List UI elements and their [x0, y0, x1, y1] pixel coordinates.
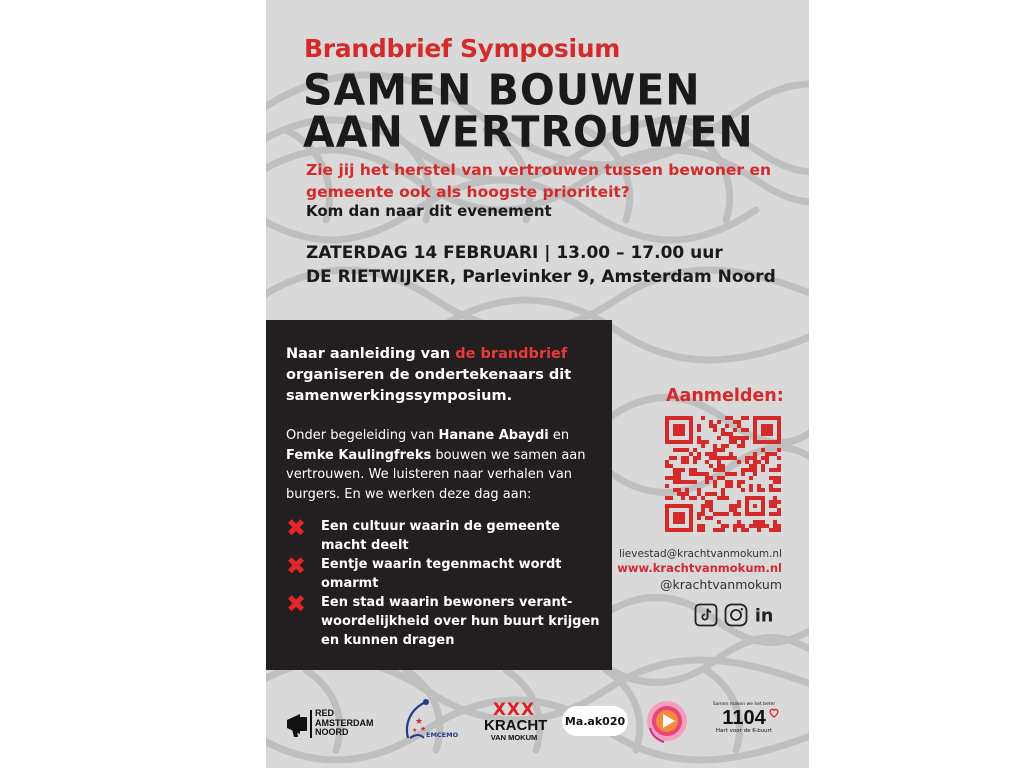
- body-text-b: en: [548, 428, 570, 443]
- question-line-1: Zie jij het herstel van vertrouwen tussen bewoner en: [306, 161, 771, 179]
- panel-body: [286, 426, 596, 504]
- event-invite: Kom dan naar dit evenement: [306, 202, 552, 220]
- list-item: [286, 590, 606, 650]
- red-cross-icon: ✖: [286, 514, 307, 542]
- heart-icon: [769, 708, 779, 718]
- goal-text: Een cultuur waarin de gemeente macht deelt: [321, 519, 560, 553]
- event-title-line-2: AAN VERTROUWEN: [303, 106, 754, 158]
- symposium-subtitle: Brandbrief Symposium: [304, 34, 620, 63]
- event-poster: [266, 0, 809, 768]
- kracht-van-mokum-logo: [484, 700, 548, 746]
- list-item: [286, 552, 606, 593]
- emcemo-logo: [398, 698, 460, 746]
- event-question: [306, 159, 771, 203]
- contact-email[interactable]: lievestad@krachtvanmokum.nl: [618, 548, 782, 560]
- k1104-slogan: Samen maken we het beter: [712, 702, 776, 707]
- question-line-2: gemeente ook als hoogste prioriteit?: [306, 183, 630, 201]
- play-badge-icon: [644, 698, 690, 744]
- k1104-number: 1104: [722, 707, 766, 729]
- red-logo-line-3: NOORD: [315, 727, 349, 737]
- red-logo-line-1: RED: [315, 708, 335, 718]
- maak020-text: Ma.ak020: [564, 714, 626, 728]
- body-text-a: Onder begeleiding van: [286, 428, 439, 443]
- partner-logos: [266, 690, 809, 750]
- intro-text-b: organiseren de ondertekenaars dit samenwerkingssymposium.: [286, 367, 572, 404]
- red-amsterdam-noord-logo: [286, 708, 374, 740]
- svg-text:★: ★: [420, 725, 427, 733]
- intro-text-a: Naar aanleiding van: [286, 346, 456, 362]
- maak020-logo: [562, 706, 628, 736]
- linkedin-icon[interactable]: [754, 603, 778, 627]
- emcemo-text: EMCEMO: [426, 731, 459, 739]
- event-date: ZATERDAG 14 FEBRUARI | 13.00 – 17.00 uur: [306, 243, 723, 263]
- svg-text:★: ★: [415, 717, 424, 727]
- facilitator-2: Femke Kaulingfreks: [286, 447, 432, 463]
- goals-list: [286, 514, 606, 650]
- website-link[interactable]: www.krachtvanmokum.nl: [617, 561, 782, 575]
- list-item: [286, 514, 606, 555]
- red-logo-line-2: AMSTERDAM: [315, 717, 374, 728]
- k1104-tagline: Hart voor de K-buurt: [715, 728, 773, 734]
- instagram-icon[interactable]: [724, 603, 748, 627]
- event-location: DE RIETWIJKER, Parlevinker 9, Amsterdam Noord: [306, 267, 776, 287]
- kracht-text: KRACHT: [484, 717, 548, 734]
- social-icons: [694, 603, 778, 627]
- media-play-logo: [644, 698, 690, 744]
- panel-intro: [286, 344, 601, 407]
- signup-qr-code[interactable]: [665, 416, 781, 532]
- svg-text:★: ★: [412, 727, 418, 734]
- svg-text:in: in: [754, 606, 774, 627]
- red-cross-icon: ✖: [286, 590, 307, 618]
- signup-heading: Aanmelden:: [666, 386, 784, 406]
- info-panel: [266, 320, 612, 670]
- body-text-c: bouwen we samen aan vertrouwen. We luisteren naar verhalen van burgers. En we werken deze dag aan:: [286, 447, 586, 502]
- goal-text: Een stad waarin bewoners verant-woordelijkheid over hun buurt krijgen en kunnen dragen: [321, 595, 600, 648]
- tiktok-icon[interactable]: [694, 603, 718, 627]
- goal-text: Eentje waarin tegenmacht wordt omarmt: [321, 557, 562, 591]
- red-cross-icon: ✖: [286, 552, 307, 580]
- social-handle: @krachtvanmokum: [660, 577, 782, 592]
- van-mokum-text: VAN MOKUM: [490, 733, 538, 742]
- red-logo-text: [315, 709, 374, 738]
- facilitator-1: Hanane Abaydi: [438, 428, 549, 443]
- k1104-logo: [706, 702, 782, 742]
- event-title-line-1: SAMEN BOUWEN: [303, 64, 701, 116]
- brandbrief-link[interactable]: de brandbrief: [455, 346, 568, 362]
- amsterdam-xxx-icon: XXX: [492, 700, 536, 720]
